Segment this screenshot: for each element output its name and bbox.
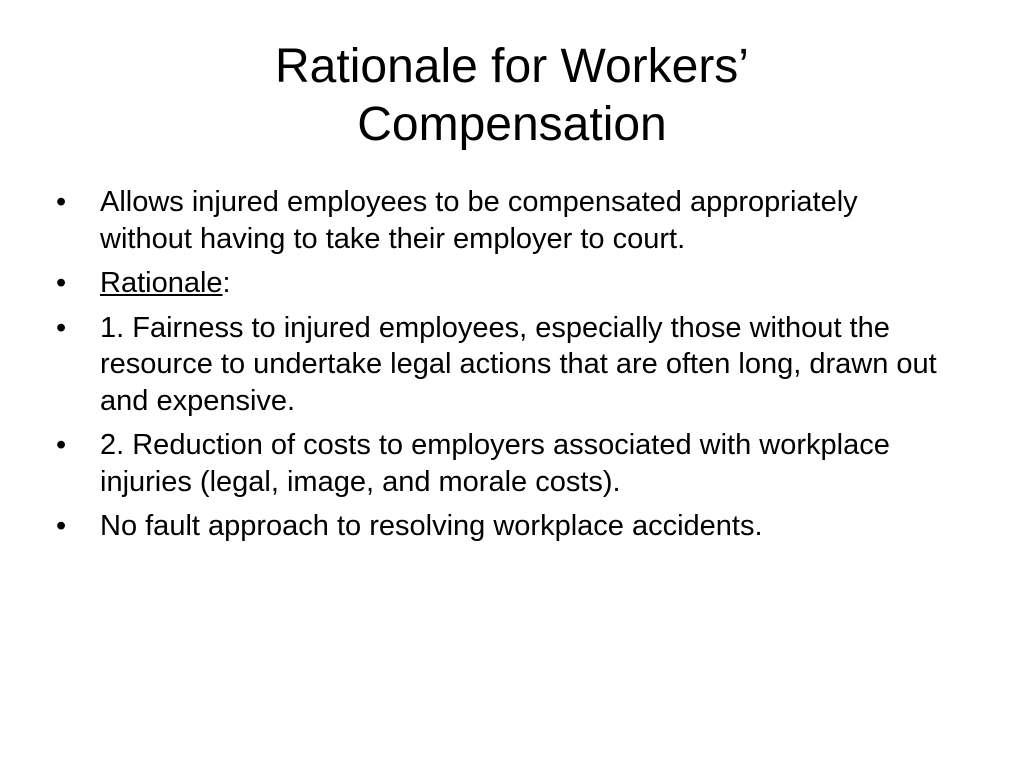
bullet-item-allows-injured: [56, 184, 956, 257]
bullet-dot-icon: •: [56, 186, 67, 218]
bullet-item-fairness: [56, 310, 956, 420]
slide-title-line-1: Rationale for Workers’: [275, 40, 749, 93]
bullet-text: Allows injured employees to be compensated appropriately without having to take their employer to court.: [100, 186, 858, 255]
rationale-colon: :: [222, 267, 231, 299]
bullet-text: 1. Fairness to injured employees, especially those without the resource to undertake legal actions that are often long, drawn out and expensive.: [100, 311, 937, 417]
bullet-dot-icon: •: [56, 510, 67, 542]
bullet-list: [56, 184, 956, 553]
bullet-text: No fault approach to resolving workplace accidents.: [100, 510, 763, 542]
bullet-text: 2. Reduction of costs to employers associated with workplace injuries (legal, image, and morale costs).: [100, 429, 890, 498]
rationale-label: Rationale: [100, 267, 223, 299]
bullet-dot-icon: •: [56, 429, 67, 461]
bullet-item-no-fault: [56, 508, 956, 545]
slide-title-line-2: Compensation: [357, 98, 667, 151]
bullet-item-reduction-of-costs: [56, 427, 956, 500]
bullet-item-rationale: [56, 265, 956, 302]
slide-title: [0, 38, 1024, 154]
bullet-dot-icon: •: [56, 311, 67, 344]
bullet-dot-icon: •: [56, 267, 67, 299]
